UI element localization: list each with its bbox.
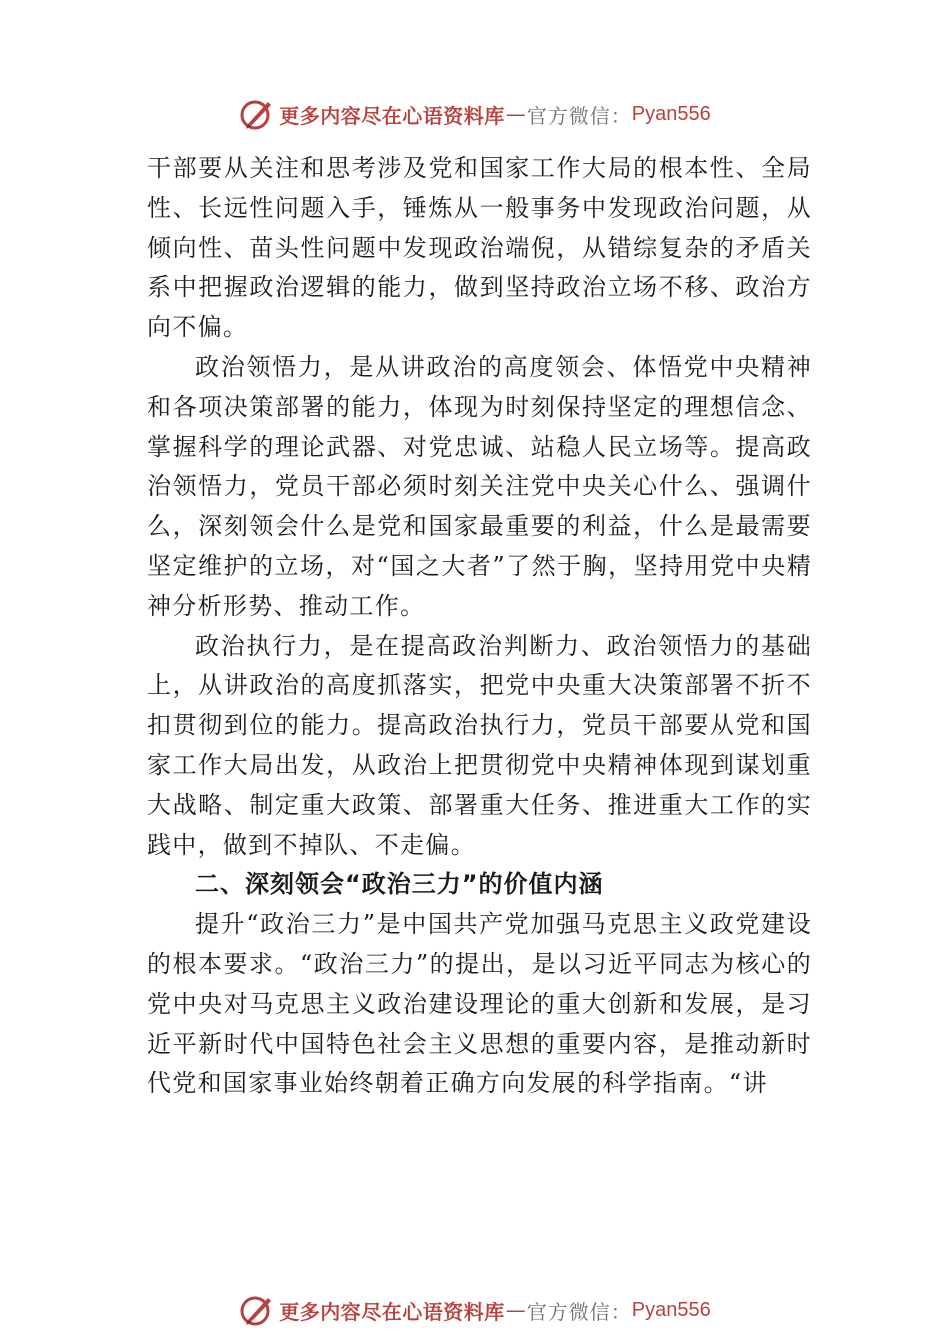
- pen-logo-icon: [239, 96, 275, 132]
- section-heading: 二、深刻领会“政治三力”的价值内涵: [195, 870, 604, 899]
- paragraph-value-connotation: 提升“政治三力”是中国共产党加强马克思主义政党建设的根本要求。“政治三力”的提出，是以习近平同志为核心的党中央对马克思主义政治建设理论的重大创新和发展，是习近平新时代中国特色社会主义思想的重要内容，是推动新时代党和国家事业始终朝着正确方向发展的科学指南。“讲: [147, 910, 812, 1098]
- banner-brand: 更多内容尽在心语资料库: [279, 103, 505, 128]
- document-body: [147, 149, 812, 1104]
- banner-wechat-id: Pyan556: [631, 102, 711, 125]
- banner-separator: —: [505, 1298, 526, 1322]
- banner-wechat-label: 官方微信：: [526, 103, 632, 128]
- paragraph-political-comprehension: 政治领悟力，是从讲政治的高度领会、体悟党中央精神和各项决策部署的能力，体现为时刻保持坚定的理想信念、 掌握科学的理论武器、对党忠诚、站稳人民立场等。提高政治领悟力，党员干部必须时刻关注党中央关心什么、强调什么，深刻领会什么是党和国家最重要的利益，什么是最需要坚定维护的立场，对“国之大者”了然于胸，坚持用党中央精神分析形势、推动工作。: [147, 352, 812, 620]
- pen-logo-icon: [239, 1292, 275, 1328]
- banner-wechat-label: 官方微信：: [526, 1299, 632, 1324]
- header-banner: [0, 94, 950, 134]
- banner-brand: 更多内容尽在心语资料库: [279, 1299, 505, 1324]
- footer-banner: [0, 1290, 950, 1330]
- paragraph-continued: 干部要从关注和思考涉及党和国家工作大局的根本性、全局性、长远性问题入手，锤炼从一般事务中发现政治问题，从倾向性、苗头性问题中发现政治端倪，从错综复杂的矛盾关系中把握政治逻辑的能力，做到坚持政治立场不移、政治方向不偏。: [147, 154, 812, 342]
- banner-separator: —: [505, 102, 526, 126]
- banner-wechat-id: Pyan556: [631, 1298, 711, 1321]
- paragraph-political-execution: 政治执行力，是在提高政治判断力、政治领悟力的基础上，从讲政治的高度抓落实，把党中央重大决策部署不折不扣贯彻到位的能力。提高政治执行力，党员干部要从党和国家工作大局出发，从政治上把贯彻党中央精神体现到谋划重大战略、制定重大政策、部署重大任务、推进重大工作的实践中，做到不掉队、不走偏。: [147, 631, 812, 859]
